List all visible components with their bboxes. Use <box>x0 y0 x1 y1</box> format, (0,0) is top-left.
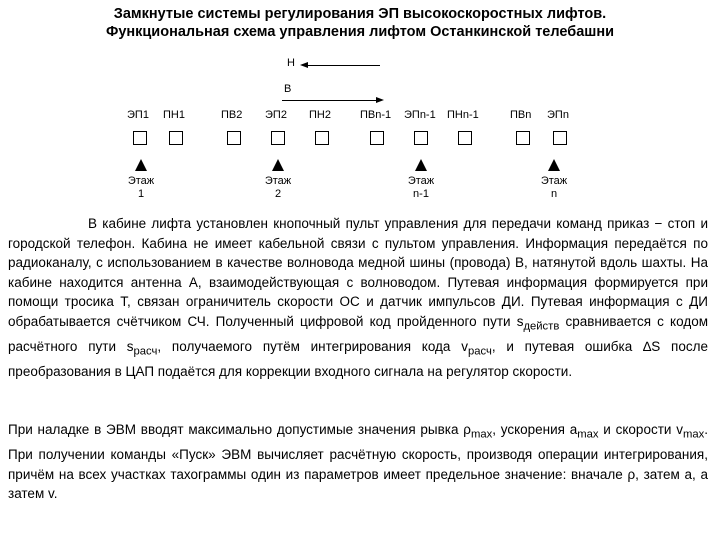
floor-label-n-word: Этаж <box>540 175 568 187</box>
element-label-pn1: ПН1 <box>163 109 185 121</box>
page-title-line-1: Замкнутые системы регулирования ЭП высокоскоростных лифтов. <box>113 6 607 22</box>
paragraph-1 <box>8 214 708 381</box>
floor-label-2 <box>258 175 298 201</box>
paragraph-2-text-d: . При получении команды «Пуск» ЭВМ вычисляет расчётную скорость, производя операции интегрирования, причём на всех участках тахограммы один из параметров имеет предельное значение: вначале ρ, затем a, а затем v. <box>8 422 708 502</box>
paragraph-2-sub-max-1: max <box>470 428 493 441</box>
element-label-pn2: ПН2 <box>309 109 331 121</box>
paragraph-1-text-d: , и путевая ошибка ∆S после преобразования в ЦАП подаётся для коррекции входного сигнала на регулятор скорости. <box>8 338 708 379</box>
element-box-epn-1 <box>414 131 428 145</box>
page-title-line-2: Функциональная схема управления лифтом Останкинской телебашни <box>105 24 615 40</box>
floor-label-2-number: 2 <box>274 188 282 200</box>
floor-marker-n <box>548 159 560 171</box>
element-box-ep1 <box>133 131 147 145</box>
floor-label-n-number: n <box>550 188 558 200</box>
arrow-right-head <box>376 97 384 103</box>
floor-label-n <box>534 175 574 201</box>
floor-label-1-word: Этаж <box>127 175 155 187</box>
paragraph-2-sub-max-3: max <box>682 428 705 441</box>
paragraph-1-text-a: В кабине лифта установлен кнопочный пульт управления для передачи команд приказ − стоп и городской телефон. Кабина не имеет кабельной связи с пультом управления. Информация передаётся по радиоканалу, с использованием в качестве волновода медной шины (провода) В, натянутой вдоль шахты. На кабине находится антенна А, взаимодействующая с волноводом. Путевая информация формируется при помощи тросика Т, связан ограничитель скорости ОС и датчик импульсов ДИ. Путевая информация с ДИ обрабатывается счётчиком СЧ. Полученный цифровой код пройденного пути s <box>8 216 708 329</box>
element-label-pv2: ПВ2 <box>221 109 243 121</box>
arrow-down-line <box>306 65 380 66</box>
paragraph-2-text-c: и скорости v <box>598 422 683 437</box>
paragraph-2 <box>8 420 708 504</box>
paragraph-1-text-b: сравнивается с кодом расчётного пути s <box>8 313 708 354</box>
element-box-pn2 <box>315 131 329 145</box>
element-label-ep1: ЭП1 <box>127 109 149 121</box>
element-label-pvn-1: ПВn-1 <box>360 109 392 121</box>
floor-label-n-1-number: n-1 <box>413 188 429 200</box>
arrow-up-label: В <box>284 83 292 95</box>
paragraph-1-sub-rasch-2: расч <box>467 345 492 358</box>
floor-label-2-word: Этаж <box>264 175 292 187</box>
element-box-ep2 <box>271 131 285 145</box>
element-label-epn-1: ЭПn-1 <box>404 109 436 121</box>
element-box-epn <box>553 131 567 145</box>
paragraph-1-sub-rasch-1: расч <box>133 345 158 358</box>
element-box-pnn-1 <box>458 131 472 145</box>
arrow-down-label: Н <box>287 57 295 69</box>
element-box-pvn-1 <box>370 131 384 145</box>
arrow-up-line <box>282 100 378 101</box>
element-label-ep2: ЭП2 <box>265 109 287 121</box>
paragraph-1-text-c: , получаемого путём интегрирования кода v <box>157 338 468 354</box>
element-box-pv2 <box>227 131 241 145</box>
element-box-pn1 <box>169 131 183 145</box>
floor-label-1 <box>121 175 161 201</box>
element-box-pvn <box>516 131 530 145</box>
element-label-pnn-1: ПНn-1 <box>447 109 479 121</box>
paragraph-2-text-a: При наладке в ЭВМ вводят максимально допустимые значения рывка ρ <box>8 422 471 437</box>
element-label-pvn: ПВn <box>510 109 532 121</box>
floor-label-1-number: 1 <box>137 188 145 200</box>
element-label-epn: ЭПn <box>547 109 569 121</box>
floor-label-n-1-word: Этаж <box>407 175 435 187</box>
floor-label-n-1 <box>401 175 441 201</box>
floor-marker-2 <box>272 159 284 171</box>
paragraph-1-sub-deystv: действ <box>523 320 560 333</box>
paragraph-2-text-b: , ускорения a <box>492 422 578 437</box>
floor-marker-n-1 <box>415 159 427 171</box>
floor-marker-1 <box>135 159 147 171</box>
paragraph-2-sub-max-2: max <box>577 428 599 441</box>
